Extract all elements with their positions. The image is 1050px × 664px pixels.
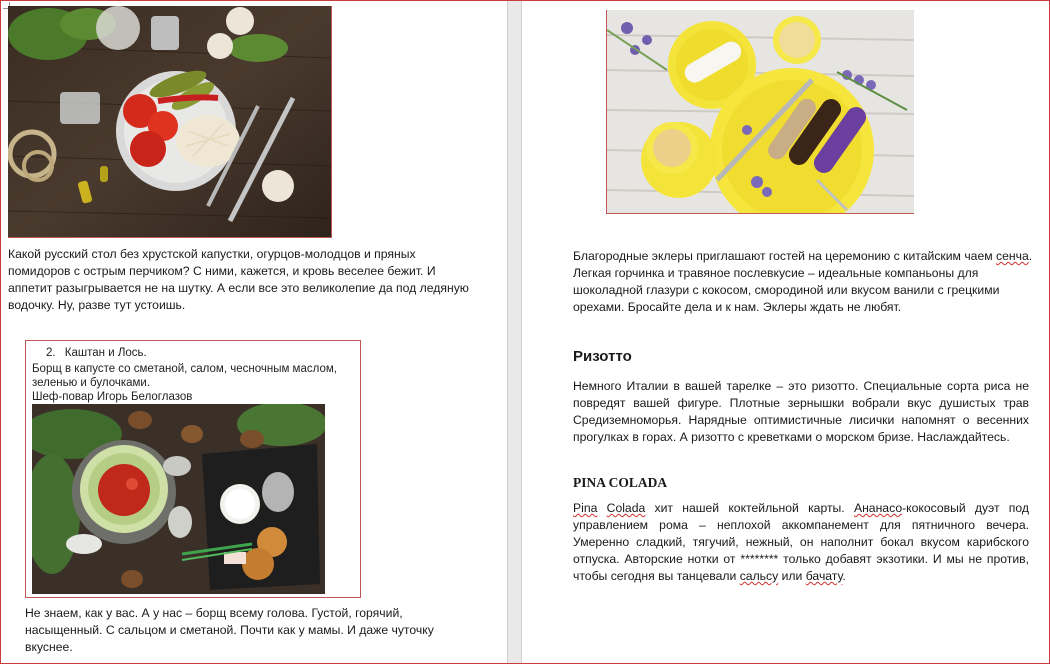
pickles-photo: [8, 6, 332, 238]
pina-text-1: хит нашей коктейльной карты.: [645, 501, 854, 515]
pina-text-3: или: [778, 569, 806, 583]
spellcheck-word-bachata: бачату: [805, 569, 843, 583]
pina-text-4: .: [842, 569, 846, 583]
borscht-inset-box: [25, 340, 361, 598]
spellcheck-word-salsa: сальсу: [739, 569, 779, 583]
spellcheck-word-ananaso: Ананасо: [853, 501, 903, 515]
inset-number: 2.: [46, 347, 56, 359]
spellcheck-word-pina: Pina: [573, 501, 598, 515]
risotto-paragraph: Немного Италии в вашей тарелке – это ризотто. Специальные сорта риса не повредят вашей фигуре. Плотные зернышки вобрали вкус душистых трав Средиземноморья. Нарядные оптимистичные лисички напомнят о весенних прогулках в горах. А ризотто с креветками о морском бризе. Наслаждайтесь.: [573, 379, 1029, 444]
pickles-paragraph: Какой русский стол без хрустской капустки, огурцов-молодцов и пряных помидоров с острым перчиком? С ними, кажется, и кровь веселее бежит. И аппетит разыгрывается не на шутку. А если все это великолепие да под ледяную водочку. Ну, разве тут устоишь.: [8, 247, 469, 312]
inset-restaurant-title: Каштан и Лось.: [64, 347, 147, 359]
borscht-paragraph: Не знаем, как у вас. А у нас – борщ всему голова. Густой, горячий, насыщенный. С сальцом и сметаной. Почти как у мамы. И даже чуточку вкуснее.: [25, 606, 434, 654]
pina-text-2: -кокосовый дуэт под управлением рома – неплохой аккомпанемент для пятничного вечера. Умеренно сладкий, тягучий, нежный, он наполнит бокал вкусом карибского отпуска. Авторские нотки от ******** только добавят экзотики. И мы не против, чтобы сегодня вы танцевали: [573, 501, 1029, 583]
pina-colada-heading: PINA COLADA: [573, 475, 668, 490]
pina-colada-paragraph: [573, 500, 1029, 585]
left-page: [1, 1, 507, 663]
inset-dish: Борщ в капусте со сметаной, салом, чесночным маслом, зеленью и булочками.: [32, 363, 337, 389]
eclair-paragraph: [573, 248, 1033, 316]
inset-chef: Шеф-повар Игорь Белоглазов: [32, 391, 193, 403]
spellcheck-word-sencha: сенча: [996, 249, 1029, 263]
risotto-heading: Ризотто: [573, 348, 632, 365]
eclair-photo: [606, 10, 914, 214]
eclair-text-start: Благородные эклеры приглашают гостей на церемонию с китайским чаем: [573, 249, 996, 263]
right-page: [522, 1, 1048, 663]
page-gutter: [507, 1, 522, 663]
inset-title: [46, 346, 147, 360]
borscht-photo: [32, 404, 325, 594]
eclair-text-end: . Легкая горчинка и травяное послевкусие – идеальные компаньоны для шоколадной глазури с кокосом, смородиной или вкусом ванили с грецкими орехами. Бросайте дела и к нам. Эклеры ждать не любят.: [573, 249, 1033, 314]
spellcheck-word-colada: Colada: [606, 501, 646, 515]
